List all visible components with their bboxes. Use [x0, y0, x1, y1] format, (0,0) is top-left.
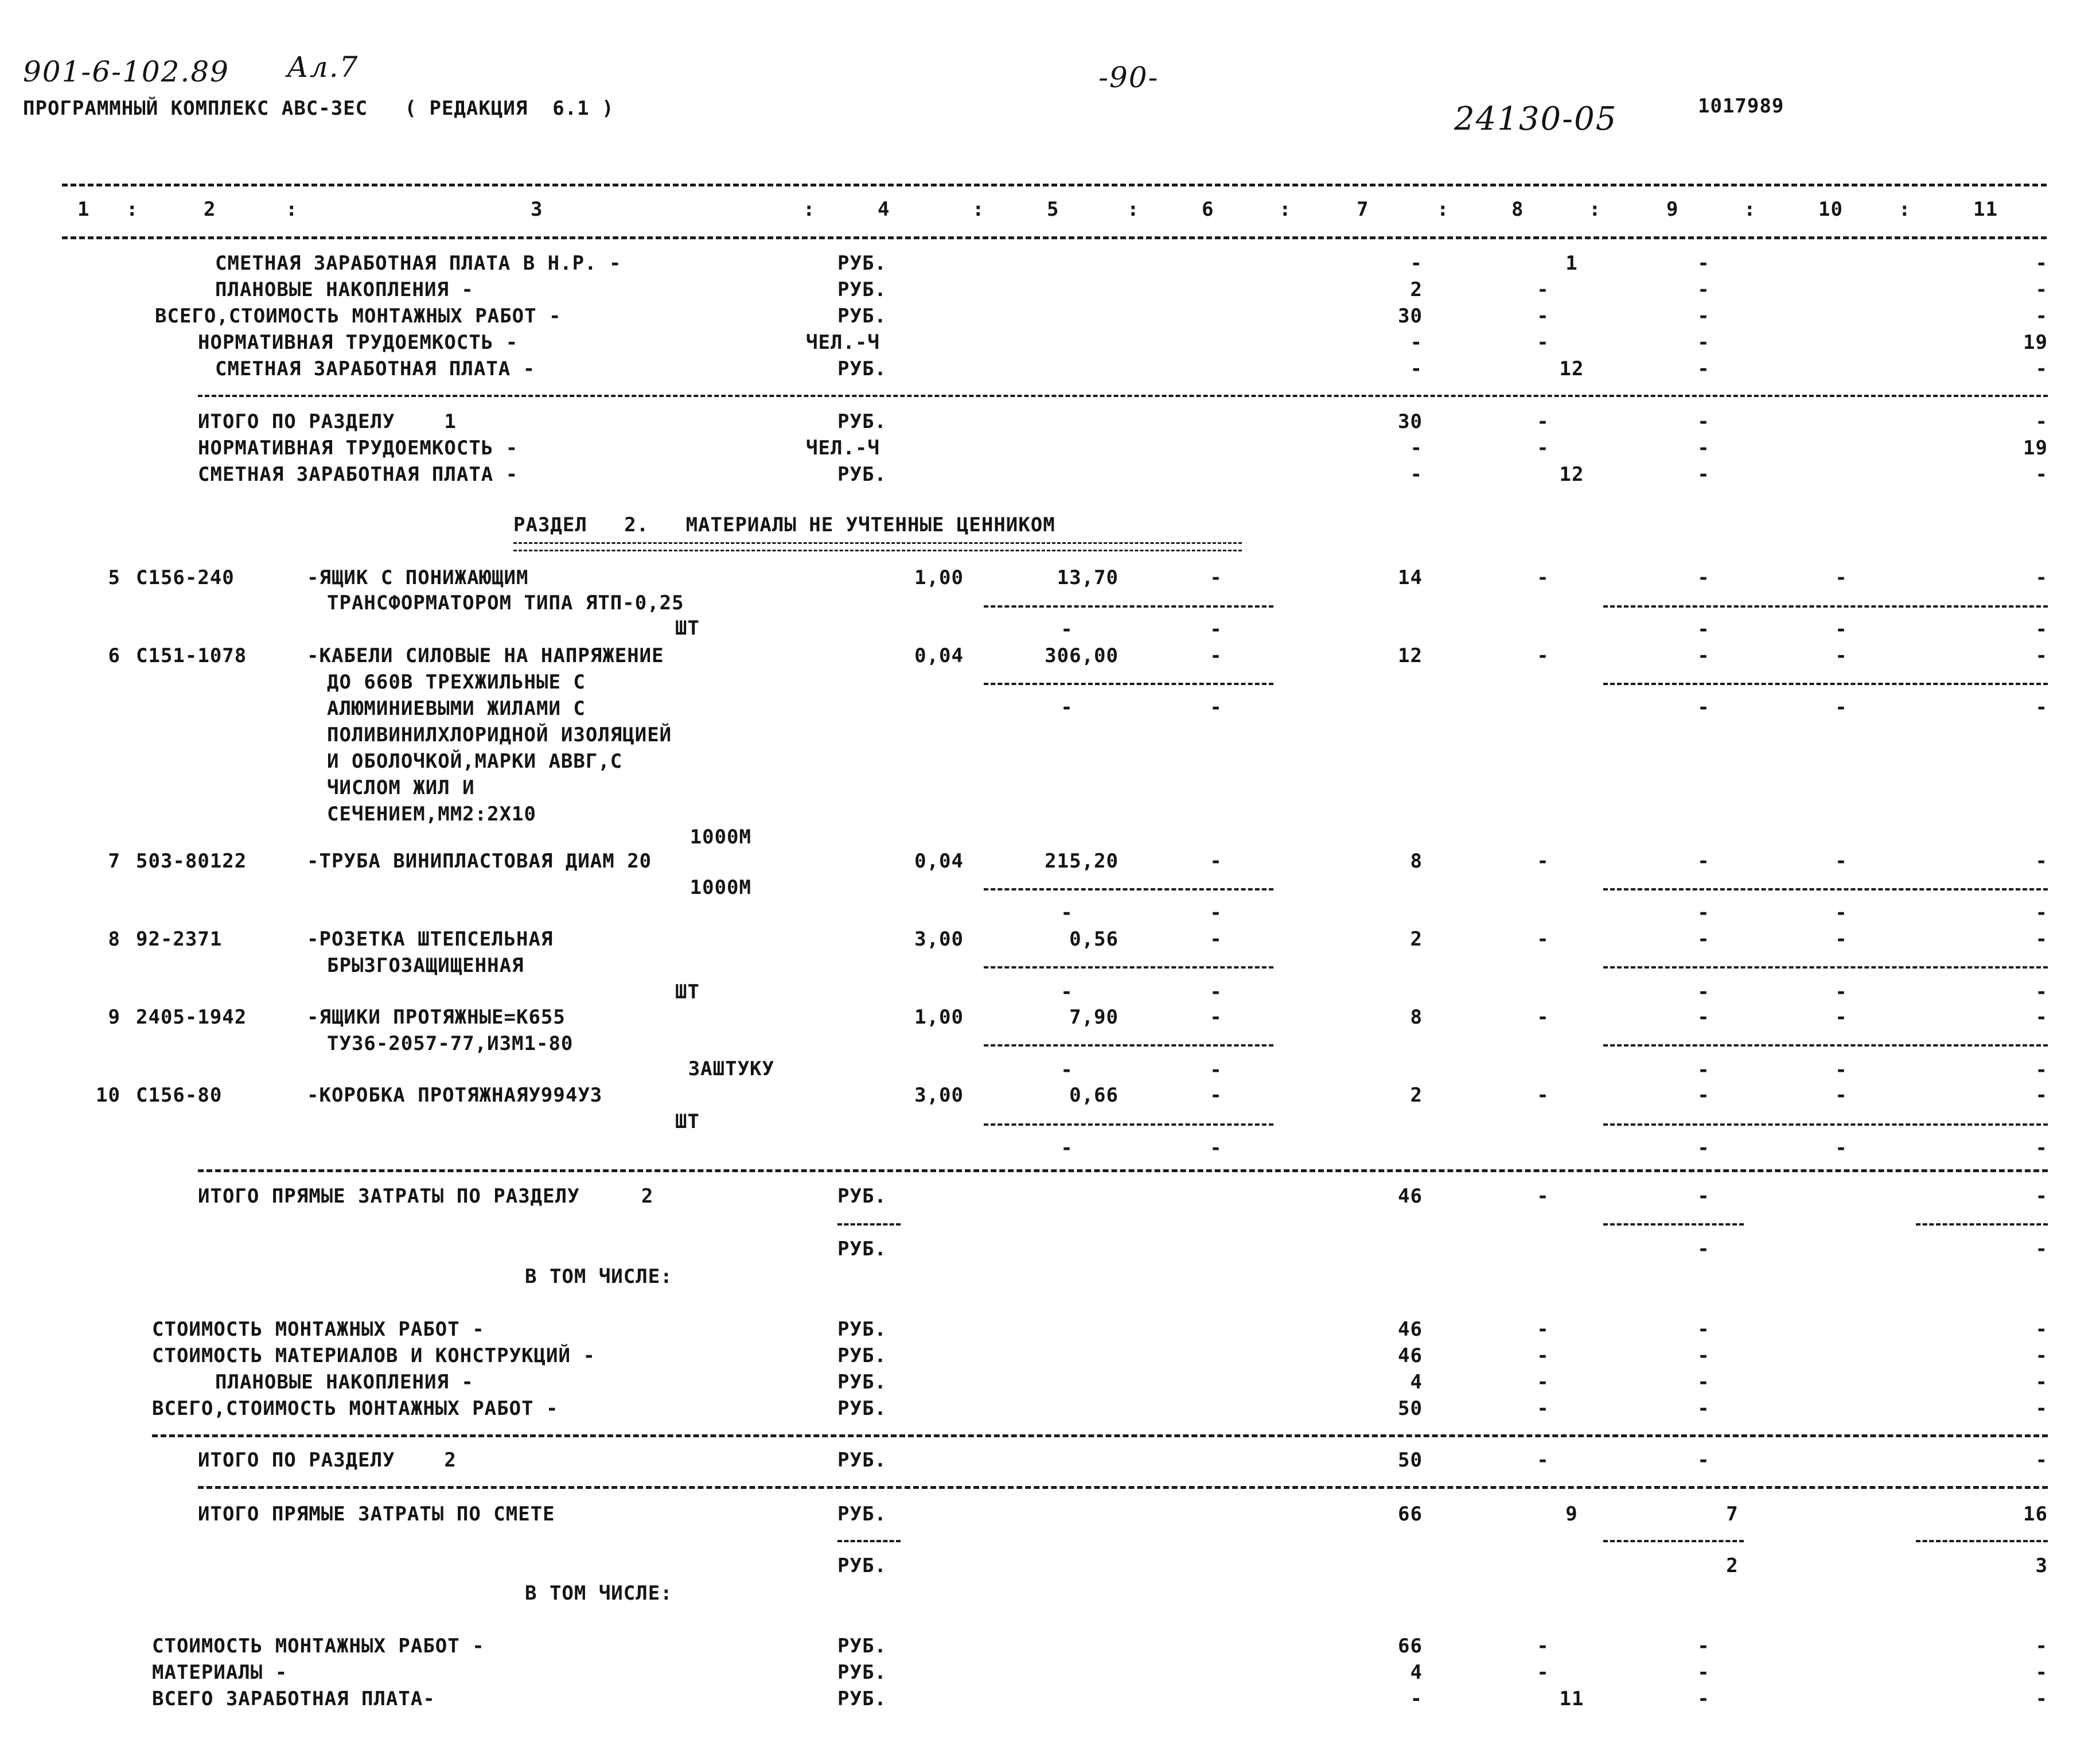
item-qty: 0,04: [914, 644, 964, 667]
cell-col11: -: [2035, 1084, 2048, 1107]
sub-col9: -: [1697, 1137, 1710, 1160]
program-title: ПРОГРАММНЫЙ КОМПЛЕКС АВС-3ЕС ( РЕДАКЦИЯ 6.1 ): [23, 97, 614, 120]
cell-col11: -: [2035, 305, 2048, 328]
row-unit: ЧЕЛ.-Ч: [806, 437, 880, 460]
item-unit: ШТ: [675, 1110, 700, 1133]
sub-col6: -: [1210, 981, 1222, 1003]
row-unit: РУБ.: [837, 1687, 887, 1710]
subtotal-rule: [984, 683, 1273, 685]
cell-col10: -: [1835, 644, 1848, 667]
row-unit: РУБ.: [837, 1318, 887, 1341]
subtotal-rule: [1603, 1540, 1744, 1542]
item-price: 306,00: [1045, 644, 1119, 667]
cell-col8: 12: [1559, 357, 1584, 380]
item-qty: 3,00: [914, 1084, 964, 1107]
item-code: С151-1078: [136, 644, 247, 667]
cell-col7: 50: [1398, 1397, 1423, 1420]
col-8-sep: :: [1589, 198, 1602, 221]
row-label: ИТОГО ПО РАЗДЕЛУ 2: [198, 1449, 457, 1472]
cell-col8: 11: [1559, 1687, 1584, 1710]
item-desc-line: ТУ36-2057-77,ИЗМ1-80: [327, 1032, 574, 1055]
item-code: 503-80122: [136, 850, 247, 873]
serial-number: 1017989: [1698, 95, 1785, 118]
item-code: С156-240: [136, 566, 235, 589]
col-6-sep: :: [1279, 198, 1292, 221]
row-unit: РУБ.: [837, 1635, 887, 1658]
section2-breakdown-rule: [152, 1434, 2048, 1437]
cell-col7: 4: [1410, 1661, 1423, 1684]
cell-col8: -: [1537, 1661, 1549, 1684]
cell-col7: 50: [1398, 1449, 1423, 1472]
sub-col10: -: [1835, 1137, 1848, 1160]
row-label: ИТОГО ПРЯМЫЕ ЗАТРАТЫ ПО РАЗДЕЛУ 2: [198, 1185, 654, 1208]
item-code: С156-80: [136, 1084, 223, 1107]
cell-col7: -: [1410, 463, 1423, 486]
subtotal-rule: [984, 1044, 1273, 1047]
col-9-num: 9: [1666, 198, 1679, 221]
item-num: 5: [108, 566, 120, 589]
cell-col9: -: [1697, 252, 1710, 275]
item-desc-line: -КАБЕЛИ СИЛОВЫЕ НА НАПРЯЖЕНИЕ: [307, 644, 664, 667]
row-unit: РУБ.: [837, 1661, 887, 1684]
cell-col11: 16: [2023, 1503, 2048, 1526]
cell-col7: 8: [1410, 1006, 1423, 1029]
cell-col11: -: [2035, 1318, 2048, 1341]
cell-col11: -: [2035, 1661, 2048, 1684]
cell-col10: -: [1835, 1084, 1848, 1107]
cell-col10: -: [1835, 850, 1848, 873]
item-unit: 1000М: [689, 826, 751, 849]
cell-col10: -: [1835, 566, 1848, 589]
row-unit: РУБ.: [837, 357, 887, 380]
row-unit: РУБ.: [837, 1185, 887, 1208]
item-desc-line: ДО 660В ТРЕХЖИЛЬНЫЕ С: [327, 671, 586, 694]
cell-col9: -: [1697, 566, 1710, 589]
item-desc-line: -ЯЩИКИ ПРОТЯЖНЫЕ=К655: [307, 1006, 566, 1029]
row-label: СТОИМОСТЬ МОНТАЖНЫХ РАБОТ -: [152, 1318, 485, 1341]
section1-divider: [198, 395, 2048, 397]
row-label: НОРМАТИВНАЯ ТРУДОЕМКОСТЬ -: [198, 331, 519, 354]
sub-col9: -: [1697, 1238, 1710, 1261]
cell-col8: -: [1537, 928, 1549, 951]
sub-col9: -: [1697, 901, 1710, 924]
cell-col8: -: [1537, 1397, 1549, 1420]
row-unit: РУБ.: [837, 1449, 887, 1472]
cell-col8: -: [1537, 1635, 1549, 1658]
album-label: Ал.7: [287, 50, 359, 84]
cell-col11: -: [2035, 850, 2048, 873]
col-10-num: 10: [1818, 198, 1843, 221]
subtotal-rule: [1916, 1540, 2048, 1542]
cell-col11: -: [2035, 566, 2048, 589]
sub-col11: -: [2035, 618, 2048, 641]
item-unit: ШТ: [675, 981, 700, 1003]
col-8-num: 8: [1511, 198, 1524, 221]
item-desc-line: ПОЛИВИНИЛХЛОРИДНОЙ ИЗОЛЯЦИЕЙ: [327, 724, 672, 746]
item-qty: 1,00: [914, 1006, 964, 1029]
col-5-num: 5: [1047, 198, 1059, 221]
cell-col11: -: [2035, 410, 2048, 433]
col-7-sep: :: [1437, 198, 1450, 221]
header-rule-bottom: [62, 236, 2047, 239]
cell-col6: -: [1210, 644, 1222, 667]
sub-col5: -: [1061, 901, 1073, 924]
row-unit-2: РУБ.: [837, 1554, 887, 1577]
cell-col11: 19: [2023, 331, 2048, 354]
sub-col11: -: [2035, 1059, 2048, 1082]
col-2-sep: :: [286, 198, 298, 221]
cell-col7: -: [1410, 437, 1423, 460]
estimate-number: 24130-05: [1454, 100, 1618, 138]
sub-col10: -: [1835, 901, 1848, 924]
sub-col11: -: [2035, 1137, 2048, 1160]
cell-col7: 30: [1398, 305, 1423, 328]
cell-col11: -: [2035, 463, 2048, 486]
subtotal-rule: [1603, 966, 2048, 968]
cell-col9: -: [1697, 1185, 1710, 1208]
sub-col10: -: [1835, 618, 1848, 641]
cell-col6: -: [1210, 850, 1222, 873]
cell-col9: -: [1697, 410, 1710, 433]
sub-col9: -: [1697, 618, 1710, 641]
cell-col11: 19: [2023, 437, 2048, 460]
col-7-num: 7: [1357, 198, 1369, 221]
item-desc-line: АЛЮМИНИЕВЫМИ ЖИЛАМИ С: [327, 697, 586, 720]
cell-col8: -: [1537, 1371, 1549, 1394]
subtotal-rule: [1603, 888, 2048, 890]
item-desc-line: И ОБОЛОЧКОЙ,МАРКИ АВВГ,С: [327, 750, 623, 773]
row-label: ВСЕГО,СТОИМОСТЬ МОНТАЖНЫХ РАБОТ -: [155, 305, 562, 328]
doc-code: 901-6-102.89: [23, 55, 229, 88]
sub-col10: -: [1835, 981, 1848, 1003]
cell-col7: 46: [1398, 1344, 1423, 1367]
item-qty: 3,00: [914, 928, 964, 951]
cell-col9: -: [1697, 1635, 1710, 1658]
cell-col7: 2: [1410, 1084, 1423, 1107]
subtotal-rule: [984, 605, 1273, 608]
sub-col6: -: [1210, 1059, 1222, 1082]
sub-col5: -: [1061, 1137, 1073, 1160]
cell-col6: -: [1210, 1084, 1222, 1107]
cell-col11: -: [2035, 1397, 2048, 1420]
subtotal-rule: [1603, 683, 2048, 685]
cell-col9: -: [1697, 1344, 1710, 1367]
item-unit: 1000М: [689, 876, 751, 899]
unit-rule: [837, 1223, 901, 1226]
cell-col7: -: [1410, 331, 1423, 354]
cell-col11: -: [2035, 357, 2048, 380]
item-desc-line: -КОРОБКА ПРОТЯЖНАЯУ994У3: [307, 1084, 603, 1107]
subtotal-rule: [984, 888, 1273, 890]
row-label: ПЛАНОВЫЕ НАКОПЛЕНИЯ -: [215, 278, 474, 301]
cell-col9: -: [1697, 644, 1710, 667]
cell-col7: 14: [1398, 566, 1423, 589]
section2-title-underline: [513, 542, 1242, 551]
sub-col5: -: [1061, 981, 1073, 1003]
cell-col9: -: [1697, 1084, 1710, 1107]
item-desc-line: -ЯЩИК С ПОНИЖАЮЩИМ: [307, 566, 529, 589]
cell-col11: -: [2035, 1006, 2048, 1029]
sub-col5: -: [1061, 618, 1073, 641]
cell-col8: -: [1537, 1006, 1549, 1029]
cell-col7: 66: [1398, 1635, 1423, 1658]
unit-rule: [837, 1540, 901, 1542]
item-unit: ШТ: [675, 617, 700, 640]
subtotal-rule: [1916, 1223, 2048, 1226]
cell-col10: -: [1835, 928, 1848, 951]
cell-col10: -: [1835, 1006, 1848, 1029]
row-label: НОРМАТИВНАЯ ТРУДОЕМКОСТЬ -: [198, 437, 519, 460]
row-unit: РУБ.: [837, 1503, 887, 1526]
item-num: 8: [108, 928, 120, 951]
cell-col9: -: [1697, 1006, 1710, 1029]
subtotal-rule: [984, 1123, 1273, 1126]
row-label: ИТОГО ПРЯМЫЕ ЗАТРАТЫ ПО СМЕТЕ: [198, 1503, 555, 1526]
item-price: 7,90: [1069, 1006, 1119, 1029]
row-unit: РУБ.: [837, 278, 887, 301]
sub-col6: -: [1210, 1137, 1222, 1160]
cell-col11: -: [2035, 1635, 2048, 1658]
sub-col9: -: [1697, 696, 1710, 719]
cell-col11: -: [2035, 1344, 2048, 1367]
row-label: ПЛАНОВЫЕ НАКОПЛЕНИЯ -: [215, 1371, 474, 1394]
sub-col6: -: [1210, 618, 1222, 641]
including-label: В ТОМ ЧИСЛЕ:: [525, 1265, 673, 1288]
cell-col8: -: [1537, 1084, 1549, 1107]
cell-col11: -: [2035, 1185, 2048, 1208]
col-10-sep: :: [1899, 198, 1911, 221]
sub-col9: -: [1697, 1059, 1710, 1082]
cell-col8: -: [1537, 1449, 1549, 1472]
row-label: СТОИМОСТЬ МАТЕРИАЛОВ И КОНСТРУКЦИЙ -: [152, 1344, 595, 1367]
cell-col7: -: [1410, 357, 1423, 380]
cell-col9: -: [1697, 331, 1710, 354]
item-num: 10: [96, 1084, 120, 1107]
item-price: 215,20: [1045, 850, 1119, 873]
item-price: 0,56: [1069, 928, 1119, 951]
col-9-sep: :: [1744, 198, 1756, 221]
section2-items-end-rule: [198, 1169, 2048, 1172]
col-6-num: 6: [1202, 198, 1214, 221]
cell-col8: -: [1537, 566, 1549, 589]
sub-col11: -: [2035, 901, 2048, 924]
item-desc-line: ТРАНСФОРМАТОРОМ ТИПА ЯТП-0,25: [327, 592, 684, 614]
cell-col9: -: [1697, 463, 1710, 486]
item-qty: 1,00: [914, 566, 964, 589]
cell-col11: -: [2035, 1687, 2048, 1710]
item-price: 0,66: [1069, 1084, 1119, 1107]
row-label: ВСЕГО ЗАРАБОТНАЯ ПЛАТА-: [152, 1687, 435, 1710]
cell-col8: 12: [1559, 463, 1584, 486]
subtotal-rule: [1603, 1123, 2048, 1126]
subtotal-rule: [1603, 605, 2048, 608]
item-desc-line: -РОЗЕТКА ШТЕПСЕЛЬНАЯ: [307, 928, 554, 951]
cell-col7: 30: [1398, 410, 1423, 433]
item-qty: 0,04: [914, 850, 964, 873]
cell-col8: -: [1537, 331, 1549, 354]
row-unit: РУБ.: [837, 305, 887, 328]
cell-col8: 1: [1565, 252, 1578, 275]
col-5-sep: :: [1127, 198, 1140, 221]
cell-col8: -: [1537, 1318, 1549, 1341]
col-3-sep: :: [803, 198, 816, 221]
cell-col8: -: [1537, 410, 1549, 433]
item-num: 9: [108, 1006, 120, 1029]
sub-col9: 2: [1726, 1554, 1739, 1577]
section2-title: РАЗДЕЛ 2. МАТЕРИАЛЫ НЕ УЧТЕННЫЕ ЦЕННИКОМ: [513, 514, 1055, 536]
item-desc-line: СЕЧЕНИЕМ,ММ2:2Х10: [327, 803, 536, 826]
sub-col11: -: [2035, 696, 2048, 719]
cell-col7: 2: [1410, 278, 1423, 301]
item-unit: ЗАШТУКУ: [688, 1057, 774, 1080]
sub-col11: -: [2035, 981, 2048, 1003]
cell-col7: 4: [1410, 1371, 1423, 1394]
sub-col6: -: [1210, 696, 1222, 719]
cell-col11: -: [2035, 1371, 2048, 1394]
cell-col9: -: [1697, 1397, 1710, 1420]
cell-col9: -: [1697, 1318, 1710, 1341]
col-4-num: 4: [878, 198, 890, 221]
item-code: 2405-1942: [136, 1006, 247, 1029]
sub-col5: -: [1061, 696, 1073, 719]
row-unit: РУБ.: [837, 1344, 887, 1367]
item-price: 13,70: [1057, 566, 1119, 589]
page-number: -90-: [1098, 61, 1159, 94]
row-label: СМЕТНАЯ ЗАРАБОТНАЯ ПЛАТА -: [198, 463, 519, 486]
subtotal-rule: [984, 966, 1273, 968]
cell-col9: -: [1697, 1371, 1710, 1394]
sub-col9: -: [1697, 981, 1710, 1003]
cell-col8: -: [1537, 1185, 1549, 1208]
cell-col6: -: [1210, 928, 1222, 951]
cell-col9: -: [1697, 437, 1710, 460]
item-code: 92-2371: [136, 928, 223, 951]
cell-col8: -: [1537, 305, 1549, 328]
cell-col11: -: [2035, 644, 2048, 667]
item-desc-line: ЧИСЛОМ ЖИЛ И: [327, 776, 475, 799]
row-unit: РУБ.: [837, 463, 887, 486]
cell-col6: -: [1210, 1006, 1222, 1029]
row-label: СТОИМОСТЬ МОНТАЖНЫХ РАБОТ -: [152, 1635, 485, 1658]
col-2-num: 2: [204, 198, 216, 221]
sub-col10: -: [1835, 1059, 1848, 1082]
cell-col7: 2: [1410, 928, 1423, 951]
cell-col7: 46: [1398, 1185, 1423, 1208]
subtotal-rule: [1603, 1223, 1744, 1226]
row-label: МАТЕРИАЛЫ -: [152, 1661, 288, 1684]
col-3-num: 3: [531, 198, 543, 221]
sub-col11: -: [2035, 1238, 2048, 1261]
cell-col9: -: [1697, 1687, 1710, 1710]
row-unit: ЧЕЛ.-Ч: [806, 331, 880, 354]
estimate-total-rule: [198, 1486, 2048, 1489]
cell-col8: -: [1537, 278, 1549, 301]
row-label: СМЕТНАЯ ЗАРАБОТНАЯ ПЛАТА -: [215, 357, 536, 380]
cell-col9: -: [1697, 305, 1710, 328]
row-unit: РУБ.: [837, 1397, 887, 1420]
row-label: ВСЕГО,СТОИМОСТЬ МОНТАЖНЫХ РАБОТ -: [152, 1397, 559, 1420]
cell-col9: -: [1697, 1661, 1710, 1684]
row-unit-2: РУБ.: [837, 1238, 887, 1261]
cell-col9: -: [1697, 1449, 1710, 1472]
row-unit: РУБ.: [837, 410, 887, 433]
cell-col7: 46: [1398, 1318, 1423, 1341]
sub-col5: -: [1061, 1059, 1073, 1082]
row-unit: РУБ.: [837, 1371, 887, 1394]
cell-col7: 8: [1410, 850, 1423, 873]
cell-col9: -: [1697, 278, 1710, 301]
cell-col11: -: [2035, 278, 2048, 301]
cell-col8: 9: [1565, 1503, 1578, 1526]
item-desc-line: БРЫЗГОЗАЩИЩЕННАЯ: [327, 954, 524, 977]
cell-col7: 12: [1398, 644, 1423, 667]
item-desc-line: -ТРУБА ВИНИПЛАСТОВАЯ ДИАМ 20: [307, 850, 652, 873]
including-label: В ТОМ ЧИСЛЕ:: [525, 1582, 673, 1605]
col-1-sep: :: [126, 198, 139, 221]
row-label: СМЕТНАЯ ЗАРАБОТНАЯ ПЛАТА В Н.Р. -: [215, 252, 622, 275]
cell-col9: -: [1697, 928, 1710, 951]
cell-col8: -: [1537, 644, 1549, 667]
header-rule-top: [62, 184, 2047, 186]
cell-col9: -: [1697, 357, 1710, 380]
cell-col7: -: [1410, 1687, 1423, 1710]
col-1-num: 1: [77, 198, 90, 221]
item-num: 7: [108, 850, 120, 873]
cell-col6: -: [1210, 566, 1222, 589]
col-4-sep: :: [972, 198, 985, 221]
cell-col11: -: [2035, 1449, 2048, 1472]
item-num: 6: [108, 644, 120, 667]
sub-col6: -: [1210, 901, 1222, 924]
cell-col8: -: [1537, 1344, 1549, 1367]
sub-col10: -: [1835, 696, 1848, 719]
cell-col8: -: [1537, 850, 1549, 873]
col-11-num: 11: [1973, 198, 1998, 221]
cell-col8: -: [1537, 437, 1549, 460]
cell-col11: -: [2035, 252, 2048, 275]
cell-col11: -: [2035, 928, 2048, 951]
cell-col7: -: [1410, 252, 1423, 275]
sub-col11: 3: [2035, 1554, 2048, 1577]
cell-col9: 7: [1726, 1503, 1739, 1526]
row-unit: РУБ.: [837, 252, 887, 275]
subtotal-rule: [1603, 1044, 2048, 1047]
cell-col7: 66: [1398, 1503, 1423, 1526]
cell-col9: -: [1697, 850, 1710, 873]
row-label: ИТОГО ПО РАЗДЕЛУ 1: [198, 410, 457, 433]
